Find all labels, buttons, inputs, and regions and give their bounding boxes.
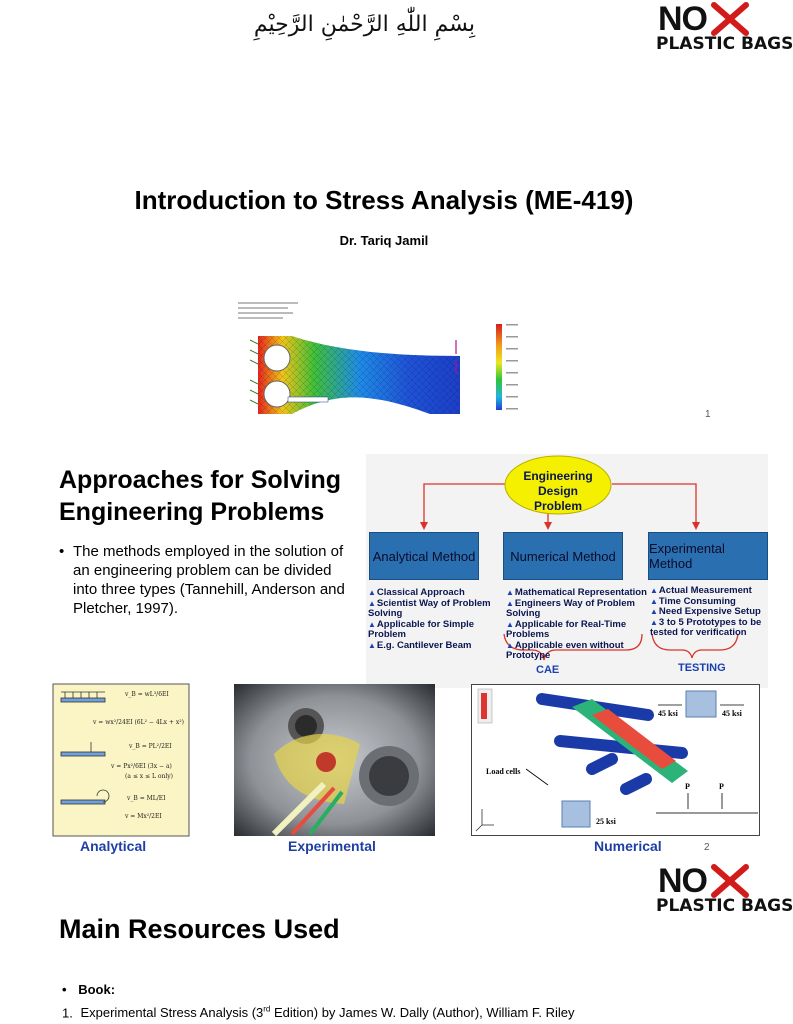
reference-item — [62, 1005, 575, 1020]
reference-superscript: rd — [263, 1005, 271, 1014]
experimental-items — [650, 586, 767, 639]
experimental-item: ▲ Need Expensive Setup — [650, 607, 767, 618]
reference-text-pre: Experimental Stress Analysis (3 — [80, 1005, 264, 1021]
author-name: Dr. Tariq Jamil — [339, 233, 429, 248]
svg-text:v = Mx²/2EI: v = Mx²/2EI — [125, 813, 162, 820]
slide-number: 1 — [705, 409, 711, 420]
logo-plastic-bags-text: PLASTIC BAGS — [656, 896, 793, 916]
book-label: Book: — [78, 982, 116, 997]
slide-title-line-2: Engineering Problems — [59, 498, 325, 526]
stress-label-right: 45 ksi — [722, 709, 742, 718]
svg-text:v = Px²/6EI (3x − a): v = Px²/6EI (3x − a) — [111, 763, 172, 770]
analytical-method-box: Analytical Method — [369, 532, 479, 580]
slide-number: 2 — [704, 842, 710, 853]
slide-1 — [0, 0, 793, 440]
bismillah-calligraphy: بِسْمِ اللّٰهِ الرَّحْمٰنِ الرَّحِيْمِ — [253, 12, 475, 37]
reference-number: 1. — [62, 1005, 73, 1021]
svg-text:v_B = PL²/2EI: v_B = PL²/2EI — [129, 743, 172, 750]
numerical-items — [506, 588, 652, 662]
analytical-item: ▲ Classical Approach — [368, 588, 503, 599]
numerical-method-box: Numerical Method — [503, 532, 623, 580]
experimental-item: ▲ Actual Measurement — [650, 586, 767, 597]
numerical-fea-graphic — [472, 685, 759, 835]
analytical-item: ▲ E.g. Cantilever Beam — [368, 641, 503, 652]
numerical-label: Numerical — [594, 838, 662, 854]
slide-title: Main Resources Used — [59, 914, 340, 944]
slide-2 — [0, 444, 768, 856]
experimental-item: ▲ 3 to 5 Prototypes to be tested for verification — [650, 618, 767, 639]
bullet-dot: • — [59, 543, 65, 560]
load-p2-label: P — [719, 782, 724, 791]
svg-text:v_B = ML/EI: v_B = ML/EI — [127, 795, 166, 802]
experimental-strain-gauge-photo — [234, 684, 435, 836]
numerical-fea-image — [471, 684, 760, 836]
load-cells-label: Load cells — [486, 767, 521, 776]
fea-stress-plot-image — [230, 296, 530, 420]
experimental-item: ▲ Time Consuming — [650, 597, 767, 608]
diagram-top-label: Engineering Design Problem — [523, 469, 593, 513]
approach-diagram — [366, 454, 768, 688]
reference-text-post: Edition) by James W. Dally (Author), William F. Riley — [270, 1005, 575, 1021]
logo-plastic-bags-text: PLASTIC BAGS — [656, 34, 793, 54]
stress-label-bottom: 25 ksi — [596, 817, 616, 826]
slide-3 — [0, 862, 793, 1024]
numerical-item: ▲ Engineers Way of Problem Solving — [506, 599, 652, 620]
experimental-method-box: Experimental Method — [648, 532, 768, 580]
analytical-label: Analytical — [80, 838, 147, 854]
reference-text — [80, 1005, 574, 1020]
slide-title: Introduction to Stress Analysis (ME-419) — [134, 185, 634, 215]
analytical-item: ▲ Scientist Way of Problem Solving — [368, 599, 503, 620]
logo-no-text: NO — [658, 0, 707, 38]
svg-text:(a ≤ x ≤ L only): (a ≤ x ≤ L only) — [125, 773, 174, 780]
experimental-label: Experimental — [288, 838, 376, 854]
no-plastic-bags-logo — [656, 862, 793, 928]
stress-label-top: 45 ksi — [658, 709, 678, 718]
numerical-item: ▲ Applicable even without Prototype — [506, 641, 652, 662]
red-x-icon — [710, 2, 750, 36]
logo-no-text: NO — [658, 862, 707, 900]
red-x-icon — [710, 864, 750, 898]
numerical-item: ▲ Applicable for Real-Time Problems — [506, 620, 652, 641]
no-plastic-bags-logo — [656, 0, 793, 66]
cae-label: CAE — [536, 664, 560, 676]
numerical-item: ▲ Mathematical Representation — [506, 588, 652, 599]
bullet-dot: • — [62, 982, 67, 997]
testing-label: TESTING — [678, 662, 726, 674]
book-bullet — [62, 982, 115, 997]
load-p1-label: P — [685, 782, 690, 791]
svg-text:v_B = wL³/6EI: v_B = wL³/6EI — [125, 691, 169, 698]
bullet-item — [59, 542, 359, 618]
analytical-item: ▲ Applicable for Simple Problem — [368, 620, 503, 641]
analytical-items — [368, 588, 503, 651]
analytical-beam-formulas-image — [53, 684, 189, 836]
bullet-text: The methods employed in the solution of an engineering problem can be divided into three types (Tannehill, Anderson and Pletcher, 1997). — [73, 543, 345, 617]
svg-text:v = wx²/24EI (6L² − 4Lx + x²): v = wx²/24EI (6L² − 4Lx + x²) — [93, 719, 185, 726]
slide-title-line-1: Approaches for Solving — [59, 466, 341, 494]
